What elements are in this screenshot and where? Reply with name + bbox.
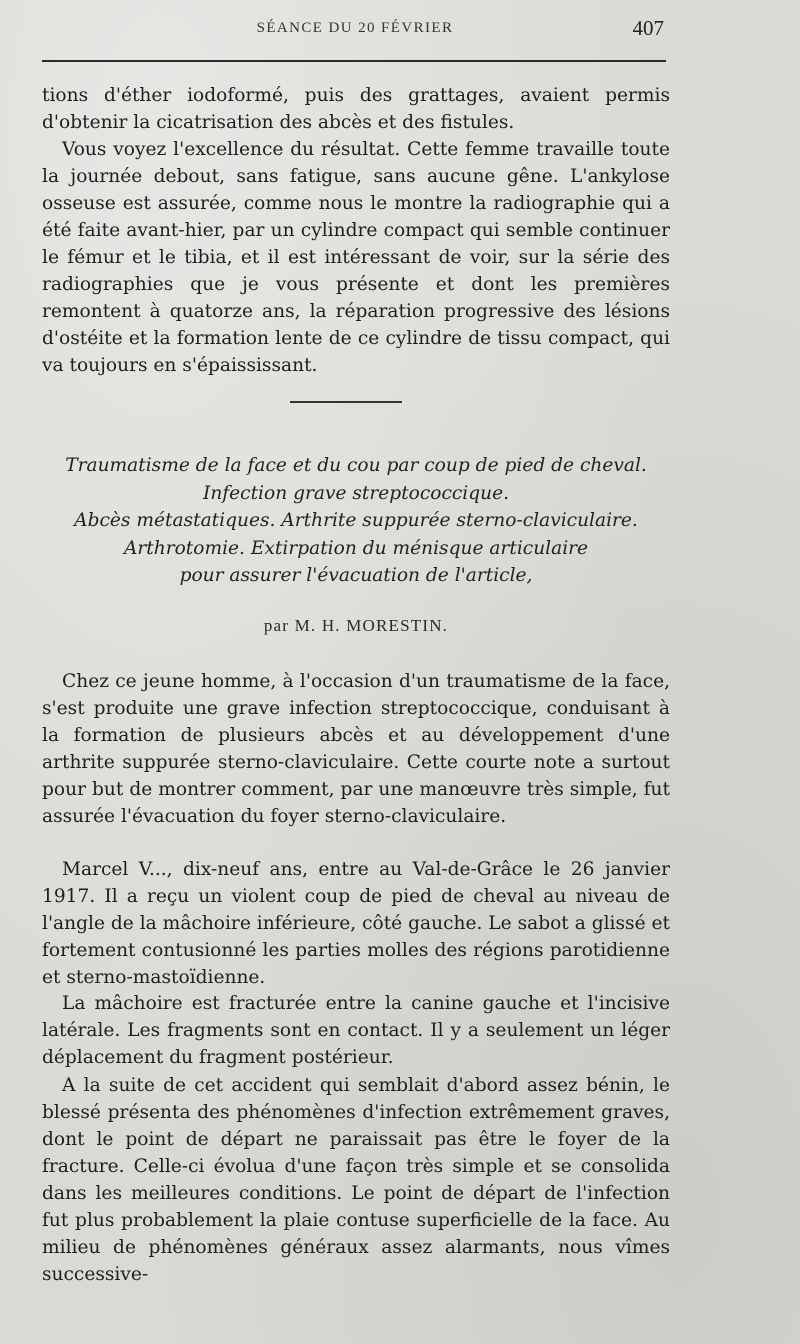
header-rule xyxy=(42,60,666,62)
paragraph-intro: Chez ce jeune homme, à l'occasion d'un traumatisme de la face, s'est produite une grave infection streptococcique, conduisant à la formation de plusieurs abcès et au développement d'une arthrite suppurée sterno-claviculaire. Cette courte note a surtout pour but de montrer comment, par une manœuvre très simple, fut assurée l'évacuation du foyer sterno-claviculaire. xyxy=(42,671,670,827)
paragraph-radiography: Vous voyez l'excellence du résultat. Cette femme travaille toute la journée debout, sans fatigue, sans aucune gêne. L'ankylose osseuse est assurée, comme nous le montre la radiographie qui a été faite avant-hier, par un cylindre compact qui semble continuer le fémur et le tibia, et il est intéressant de voir, sur la série des radiographies que je vous présente et dont les premières remontent à quatorze ans, la réparation progressive des lésions d'ostéite et la formation lente de ce cylindre de tissu compact, qui va toujours en s'épaississant. xyxy=(42,139,670,376)
page-number: 407 xyxy=(632,16,664,40)
paragraph-continuation: tions d'éther iodoformé, puis des grattages, avaient permis d'obtenir la cicatrisation des abcès et des fistules. xyxy=(42,85,670,133)
article-title-line-4: Arthrotomie. Extirpation du ménisque articulaire xyxy=(123,537,589,559)
paragraph-infection: A la suite de cet accident qui semblait d'abord assez bénin, le blessé présenta des phénomènes d'infection extrêmement graves, dont le point de départ ne paraissait pas être le foyer de la fracture. Celle-ci évolua d'une façon très simple et se consolida dans les meilleures conditions. Le point de départ de l'infection fut plus probablement la plaie contuse superficielle de la face. Au milieu de phénomènes généraux assez alarmants, nous vîmes successive- xyxy=(42,1075,670,1285)
article-title xyxy=(42,452,670,590)
article-title-line-2: Infection grave streptococcique. xyxy=(202,482,510,504)
section-divider xyxy=(290,401,402,403)
paragraph-fracture: La mâchoire est fracturée entre la canine gauche et l'incisive latérale. Les fragments sont en contact. Il y a seulement un léger déplacement du fragment postérieur. xyxy=(42,993,670,1068)
running-head: SÉANCE DU 20 FÉVRIER xyxy=(256,20,454,36)
page-header xyxy=(40,16,670,48)
article-title-line-3: Abcès métastatiques. Arthrite suppurée sterno-claviculaire. xyxy=(74,510,638,531)
article-title-line-1: Traumatisme de la face et du cou par coup de pied de cheval. xyxy=(65,455,647,476)
article-author: par M. H. MORESTIN. xyxy=(263,616,449,635)
paragraph-case-history: Marcel V..., dix-neuf ans, entre au Val-de-Grâce le 26 janvier 1917. Il a reçu un violent coup de pied de cheval au niveau de l'angle de la mâchoire inférieure, côté gauche. Le sabot a glissé et fortement contusionné les parties molles des régions parotidienne et sterno-mastoïdienne. xyxy=(42,859,670,988)
article-title-line-5: pour assurer l'évacuation de l'article, xyxy=(179,565,533,586)
